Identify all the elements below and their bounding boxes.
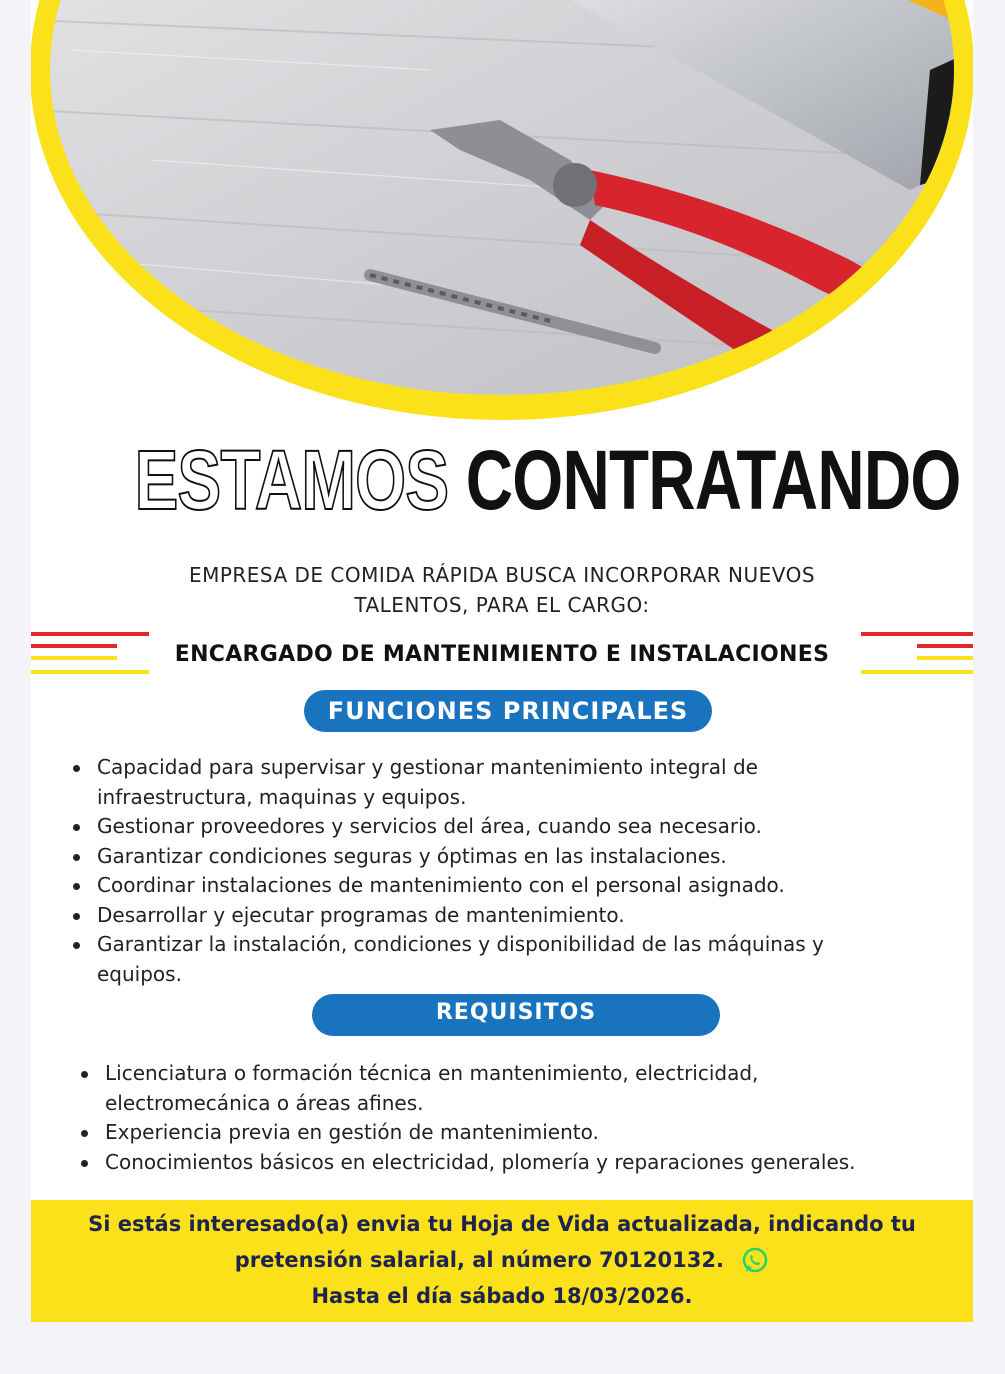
bullet-icon [73, 883, 80, 890]
right-stripes [861, 632, 973, 674]
functions-list [31, 753, 931, 989]
list-item: Coordinar instalaciones de mantenimiento con el personal asignado. [31, 871, 931, 901]
bullet-icon [73, 913, 80, 920]
whatsapp-icon[interactable] [741, 1247, 769, 1275]
list-item: Licenciatura o formación técnica en mantenimiento, electricidad, electromecánica o áreas afines. [39, 1059, 959, 1118]
list-item: Conocimientos básicos en electricidad, plomería y reparaciones generales. [39, 1148, 959, 1178]
list-item: Garantizar la instalación, condiciones y disponibilidad de las máquinas y equipos. [31, 930, 931, 989]
list-item: Capacidad para supervisar y gestionar mantenimiento integral de infraestructura, maquinas y equipos. [31, 753, 931, 812]
contact-banner [31, 1200, 973, 1322]
left-stripes [31, 632, 149, 674]
bullet-icon [73, 854, 80, 861]
headline-solid-word: CONTRATANDO [465, 433, 961, 527]
bullet-icon [81, 1130, 88, 1137]
cta-line: Hasta el día sábado 18/03/2026. [311, 1284, 693, 1308]
intro-text [91, 560, 913, 620]
cta-line: Si estás interesado(a) envia tu Hoja de Vida actualizada, indicando tu [88, 1212, 916, 1236]
job-poster [31, 0, 973, 1322]
requirements-list [39, 1059, 959, 1177]
functions-heading: FUNCIONES PRINCIPALES [304, 690, 712, 732]
bullet-icon [73, 824, 80, 831]
list-item: Desarrollar y ejecutar programas de mantenimiento. [31, 901, 931, 931]
list-item: Experiencia previa en gestión de mantenimiento. [39, 1118, 959, 1148]
requirements-heading: REQUISITOS [312, 994, 720, 1036]
bullet-icon [81, 1160, 88, 1167]
headline-outline-word: ESTAMOS [134, 433, 449, 527]
list-item: Gestionar proveedores y servicios del área, cuando sea necesario. [31, 812, 931, 842]
intro-line: TALENTOS, PARA EL CARGO: [354, 593, 650, 617]
bullet-icon [73, 942, 80, 949]
bullet-icon [81, 1071, 88, 1078]
cta-line: pretensión salarial, al número 70120132. [31, 1242, 973, 1278]
bullet-icon [73, 765, 80, 772]
position-title: ENCARGADO DE MANTENIMIENTO E INSTALACIONES [174, 642, 830, 667]
list-item: Garantizar condiciones seguras y óptimas en las instalaciones. [31, 842, 931, 872]
intro-line: EMPRESA DE COMIDA RÁPIDA BUSCA INCORPORAR NUEVOS [188, 563, 816, 587]
tools-hero-image [31, 0, 973, 420]
headline [134, 432, 961, 528]
